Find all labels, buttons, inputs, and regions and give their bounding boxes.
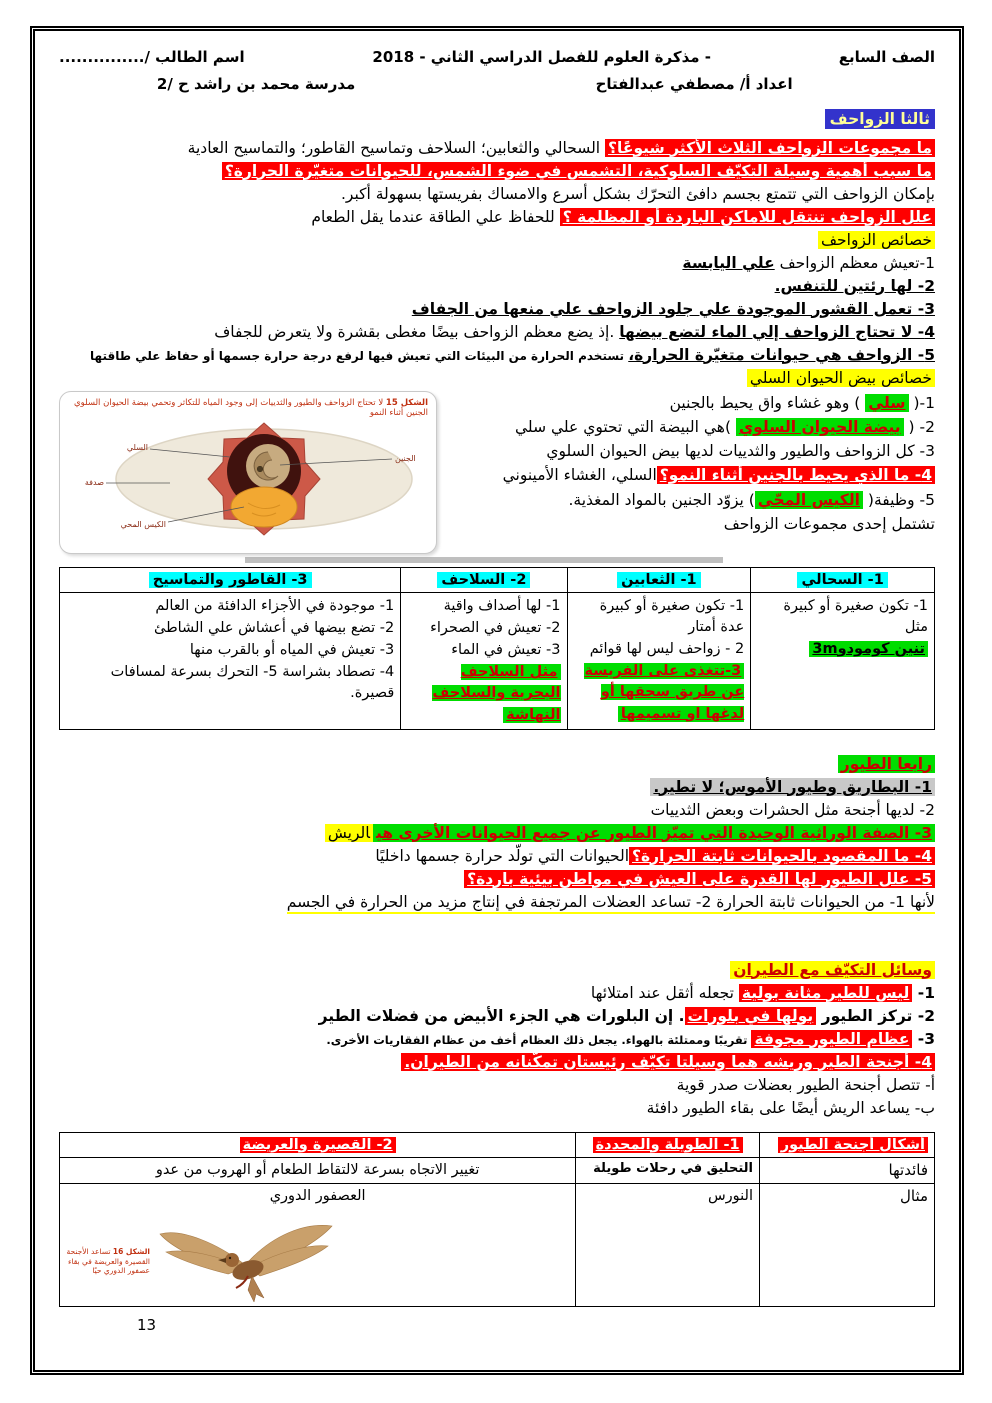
snakes-item-2: 2 - زواحف ليس لها قوائم (589, 641, 745, 658)
flight1-pre: 1- (912, 983, 935, 1002)
amniote-item-4 (447, 464, 935, 487)
reptiles-section-title: ثالثا الزواحف (825, 109, 935, 129)
spacer (59, 1120, 935, 1132)
amniote5-post: ) يزوّد الجنين بالمواد المغذية. (568, 490, 755, 509)
header-grade: الصف السابع (838, 48, 935, 66)
wing-example-short-cell (60, 1184, 576, 1307)
reptiles-a2: بإمكان الزواحف التي تتمتع بجسم دافئ التحرّك بشكل أسرع والامساك بفريستها بسهولة أكبر. (340, 184, 935, 203)
spacer (59, 914, 935, 958)
birds-item-2 (59, 799, 935, 821)
birds-cold-question: 5- علل الطيور لها القدرة على العيش في مواطن بيئية باردة؟ (464, 870, 935, 888)
amniote-item-3 (447, 440, 935, 463)
wing-example-row (60, 1184, 935, 1307)
reptile-header-snakes: 1- الثعابين (617, 572, 701, 588)
flight1-post: تجعله أثقل عند امتلائها (590, 983, 739, 1002)
flight2-pre: 2- تركز الطيور (816, 1006, 935, 1025)
snakes-item-1: 1- تكون صغيرة أو كبيرة عدة أمتار (599, 598, 745, 636)
reptile-trait-3 (59, 298, 935, 320)
reptile-header-lizards: 1- السحالي (797, 572, 887, 588)
wing-table-header-row (60, 1132, 935, 1158)
sparrow-illustration (152, 1218, 342, 1304)
trait2-text: 2- لها رئتين للتنفس. (774, 276, 935, 295)
amniote1-key: سلي (865, 394, 908, 412)
egg-title: خصائص بيض الحيوان السلي (747, 369, 935, 387)
header-student-name: اسم الطالب /............... (59, 48, 245, 66)
birds-flightless-fact: 1- البطاريق وطيور الأموس؛ لا تطير. (650, 778, 935, 796)
amniote4-answer: السلي، الغشاء الأمينوني (502, 466, 657, 485)
birds-item-5-answer-line (59, 891, 935, 913)
amniote2-pre: 2- ( (903, 417, 935, 436)
flight-b-text: ب- يساعد الريش أيضًا على بقاء الطيور دافئة (646, 1098, 935, 1117)
wing-header-short-cell (60, 1132, 576, 1158)
amniotic-egg-illustration (72, 419, 428, 541)
flight3-post: تقريبًا وممتلئة بالهواء. يجعل ذلك العظام أخف من عظام الفقاريات الأخرى. (326, 1032, 752, 1047)
header-row-2 (59, 74, 935, 95)
flight1-key: ليس للطير مثانة بولية (739, 984, 913, 1002)
crocs-item-4: 4- تصطاد بشراسة 5- التحرك بسرعة لمسافات قصيرة. (110, 664, 395, 702)
birds-wings-fact: 2- لديها أجنحة مثل الحشرات وبعض الثدييات (650, 800, 935, 819)
flight-item-2 (59, 1005, 935, 1027)
reptile-header-lizards-cell (751, 567, 935, 593)
trait4-key: 4- لا تحتاج الزواحف إلي الماء لتضع بيضها (619, 322, 935, 341)
flight-title: وسائل التكيّف مع الطيران (730, 961, 935, 979)
crocs-cell (60, 593, 401, 729)
trait1-text: 1-تعيش معظم الزواحف (774, 253, 935, 272)
turtles-example-key: مثل السلاحف البحرية والسلاحف النهاشة (432, 664, 561, 723)
amniote-item-6 (447, 513, 935, 536)
reptile-trait-4 (59, 321, 935, 343)
wing-header-long: 1- الطويلة والمحددة (593, 1137, 743, 1153)
wing-example-label: مثال (760, 1184, 935, 1307)
page-frame (30, 26, 964, 1375)
reptiles-q1-line (59, 137, 935, 159)
reptile-header-crocs: 3- القاطور والتماسيح (149, 572, 312, 588)
egg-title-line (59, 367, 935, 389)
crocs-item-1: 1- موجودة في الأجزاء الدافئة من العالم (155, 598, 395, 615)
reptiles-section (59, 108, 935, 130)
reptile-trait-1 (59, 252, 935, 274)
amniote5-key: الكيس المحّي (755, 491, 863, 509)
snakes-cell (567, 593, 751, 729)
reptile-table-body-row (60, 593, 935, 729)
egg-label-yolk: الكيس المحي (120, 519, 166, 529)
sparrow-figure (64, 1218, 342, 1304)
trait1-key: علي اليابسة (682, 253, 775, 272)
flight-title-line (59, 959, 935, 981)
birds-feathers-statement: 3- الصفة الوراثية الوحيدة التي تميّز الطيور عن جميع الحيوانات الأخرى هي (373, 824, 935, 842)
reptile-header-turtles: 2- السلاحف (437, 572, 530, 588)
birds-item-4 (59, 845, 935, 867)
flight2-key: بولها في بلورات (685, 1007, 817, 1025)
wing-header-label-cell (760, 1132, 935, 1158)
amniote-list (447, 391, 935, 538)
flight2-post: . إن البلورات هي الجزء الأبيض من فضلات الطير (318, 1006, 685, 1025)
birds-section-title-line (59, 753, 935, 775)
reptile-table-header-row (60, 567, 935, 593)
reptiles-q1: ما مجموعات الزواحف الثلاث الأكثر شيوعًا؟ (605, 139, 935, 157)
wing-benefit-label: فائدتها (760, 1158, 935, 1184)
wing-benefit-row (60, 1158, 935, 1184)
amniote-item-2 (447, 416, 935, 439)
amniote4-question: 4- ما الذي يحيط بالجنين أثناء النمو؟ (657, 466, 935, 484)
egg-label-shell: صدفة (84, 477, 104, 487)
amniote6-text: تشتمل إحدى مجموعات الزواحف (723, 514, 935, 533)
flight4-statement: 4- أجنحة الطير وريشه هما وسيلتا تكيّف رئيستان تمكّنانه من الطيران. (401, 1053, 935, 1071)
reptile-trait-5 (59, 344, 935, 366)
flight-item-a (59, 1074, 935, 1096)
lizards-example-key: تنين كومودو3m (809, 641, 928, 657)
spacer (59, 730, 935, 752)
amniote3-text: 3- كل الزواحف والطيور والثدييات لديها بيض الحيوان السلوي (546, 442, 935, 461)
wing-benefit-long: التحليق في رحلات طويلة (576, 1158, 760, 1184)
amniote2-key: بيضة الحيوان السلوي (736, 418, 904, 436)
flight-item-b (59, 1097, 935, 1119)
birds-item-3 (59, 822, 935, 844)
egg-label-embryo: الجنين (395, 453, 416, 463)
wing-shapes-table (59, 1132, 935, 1308)
reptile-header-crocs-cell (60, 567, 401, 593)
turtles-cell (401, 593, 567, 729)
lizards-item-1: 1- تكون صغيرة أو كبيرة مثل (783, 598, 928, 636)
trait3-text: 3- تعمل القشور الموجودة علي جلود الزواحف علي منعها من الجفاف (411, 299, 935, 318)
reptiles-traits-title-line (59, 229, 935, 251)
flight-item-1 (59, 982, 935, 1004)
sparrow-caption-number: الشكل 16 (112, 1246, 150, 1256)
reptile-groups-table (59, 567, 935, 730)
gray-divider (245, 557, 723, 563)
birds-feathers-answer: الريش (325, 824, 373, 842)
lizards-cell (751, 593, 935, 729)
sparrow-caption (64, 1247, 150, 1276)
reptiles-q3: علل الزواحف تنتقل للاماكن الباردة أو المظلمة ؟ (560, 208, 935, 226)
reptiles-traits-title: خصائص الزواحف (818, 231, 935, 249)
trait5-key: 5- الزواحف هي حيوانات متغيّرة الحرارة، (628, 345, 935, 364)
reptiles-a1: السحالي والثعابين؛ السلاحف وتماسيح القاطور؛ والتماسيح العادية (187, 138, 601, 157)
wing-header-short: 2- القصيرة والعريضة (240, 1137, 396, 1153)
amniote2-post: )هي البيضة التي تحتوي علي سلي (515, 417, 736, 436)
egg-figure-caption (68, 398, 428, 419)
header-school: مدرسة محمد بن راشد ح /2 (156, 75, 356, 94)
wing-example-long: النورس (576, 1184, 760, 1307)
amniote-egg-block (59, 391, 935, 554)
page-number: 13 (137, 1316, 157, 1335)
snakes-feeding-key: 3-تتغذى على الفريسة عن طريق سحقها أو لدغها او تسميمها (584, 663, 745, 722)
document-content (59, 47, 935, 1337)
reptile-header-turtles-cell (401, 567, 567, 593)
trait4-text: .إذ يضع معظم الزواحف بيضًا مغطى بقشرة ولا يتعرض للجفاف (214, 322, 620, 341)
reptile-trait-2 (59, 275, 935, 297)
flight-item-4 (59, 1051, 935, 1073)
amniote1-post: ) وهو غشاء واق يحيط بالجنين (669, 393, 866, 412)
flight-item-3 (59, 1028, 935, 1050)
wing-header-long-cell (576, 1132, 760, 1158)
reptiles-q2: ما سبب أهمية وسيلة التكيّف السلوكية، التشمس في ضوء الشمس، للحيوانات متغيّرة الحرارة؟ (222, 162, 935, 180)
reptiles-a2-line (59, 183, 935, 205)
flight3-key: عظام الطيور مجوفة (751, 1030, 912, 1048)
crocs-item-2: 2- تضع بيضها في أعشاش علي الشاطئ (153, 620, 395, 637)
sparrow-caption-text: تساعد الأجنحة القصيرة والعريضة في بقاء عصفور الدوري حيًا (66, 1246, 150, 1276)
reptile-header-snakes-cell (567, 567, 751, 593)
amniote1-pre: 1-( (908, 393, 935, 412)
flight-a-text: أ- تتصل أجنحة الطيور بعضلات صدر قوية (676, 1075, 935, 1094)
birds-section-title: رابعا الطيور (838, 755, 935, 773)
reptiles-a3: للحفاظ علي الطاقة عندما يقل الطعام (311, 207, 555, 226)
header-prepared-by: اعداد أ/ مصطفي عبدالفتاح (595, 75, 793, 94)
turtles-item-3: 3- تعيش في الماء (451, 642, 561, 659)
trait5-text: تستخدم الحرارة من البيئات التي تعيش فيها لرفع درجة حرارة جسمها أو حفاظ علي طاقتها (90, 348, 629, 363)
birds-item-5 (59, 868, 935, 890)
egg-label-amnion: السلي (126, 442, 148, 452)
turtles-example (407, 662, 560, 725)
birds-endotherm-answer: الحيوانات التي تولّد حرارة جسمها داخليًا (375, 846, 630, 865)
birds-endotherm-question: 4- ما المقصود بالحيوانات ثابتة الحرارة؟ (629, 847, 935, 865)
amniote-item-1 (447, 392, 935, 415)
header-title: - مذكرة العلوم للفصل الدراسي الثاني - 2018 (372, 48, 711, 66)
egg-figure (59, 391, 437, 554)
crocs-item-3: 3- تعيش في المياه أو بالقرب منها (189, 642, 395, 659)
egg-caption-text: لا تحتاج الزواحف والطيور والثدييات إلى وجود المياه للتكاثر وتحمي بيضة الحيوان السلوي الجنين أثناء النمو (74, 397, 428, 419)
turtles-item-1: 1- لها أصداف واقية (443, 598, 561, 615)
birds-item-1 (59, 776, 935, 798)
reptiles-q2-line (59, 160, 935, 182)
header-row-1 (59, 47, 935, 68)
wing-header-label: أشكال أجنحة الطيور (778, 1137, 928, 1153)
reptiles-q3-line (59, 206, 935, 228)
birds-cold-answer: لأنها 1- من الحيوانات ثابتة الحرارة 2- تساعد العضلات المرتجفة في إنتاج مزيد من الحرارة في الجسم (287, 893, 935, 914)
amniote5-pre: 5- وظيفة( (862, 490, 935, 509)
snakes-item-3 (574, 661, 745, 724)
wing-example-short: العصفور الدوري (269, 1188, 366, 1205)
wing-benefit-short: تغيير الاتجاه بسرعة لالتقاط الطعام أو الهروب من عدو (60, 1158, 576, 1184)
turtles-item-2: 2- تعيش في الصحراء (430, 620, 561, 637)
flight3-pre: 3- (912, 1029, 935, 1048)
egg-caption-number: الشكل 15 (385, 397, 428, 408)
amniote-item-5 (447, 489, 935, 512)
lizards-example (757, 639, 928, 660)
